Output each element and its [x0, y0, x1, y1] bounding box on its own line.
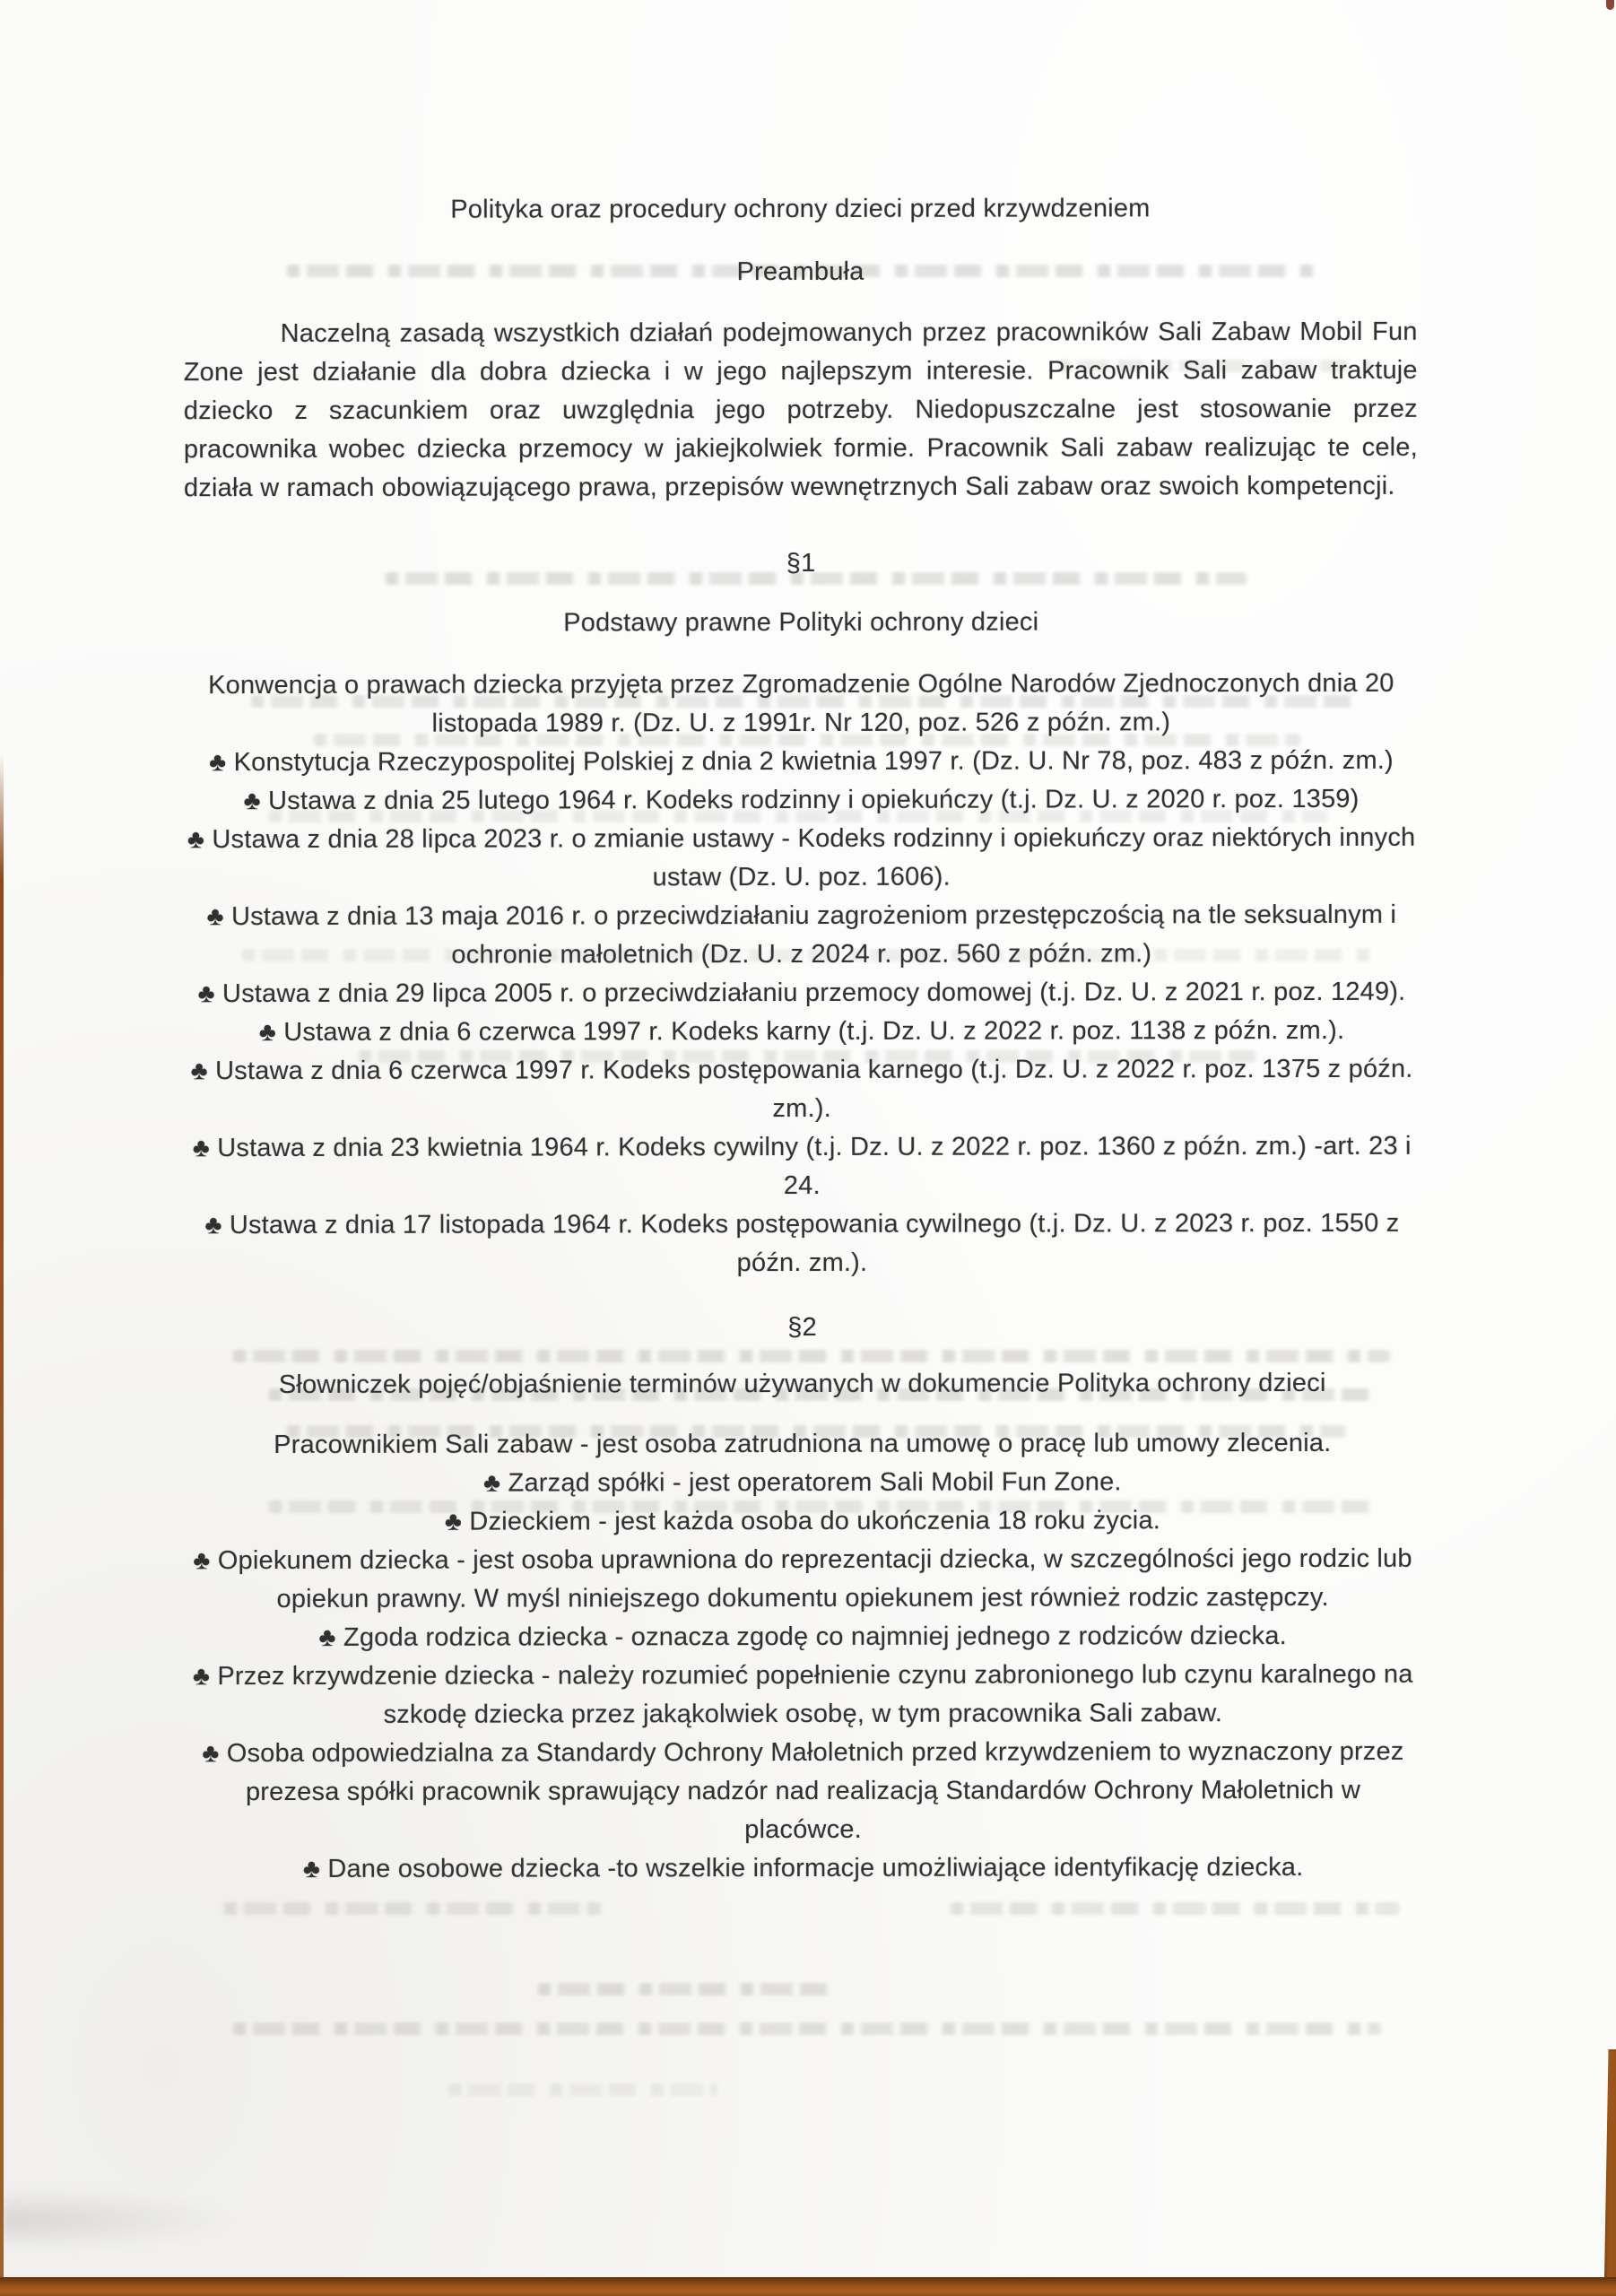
- legal-basis-item: Konwencja o prawach dziecka przyjęta przez Zgromadzenie Ogólne Narodów Zjednoczonych dnia 20 listopada 1989 r. (Dz. U. z 1991r. Nr 120, poz. 526 z późn. zm.): [208, 668, 1394, 738]
- section2-number: §2: [787, 1312, 817, 1343]
- definition-item: ♣ Przez krzywdzenie dziecka - należy rozumieć popełnienie czynu zabronionego lub czynu karalnego na szkodę dziecka przez jakąkolwiek osobę, w tym pracownika Sali zabaw.: [192, 1659, 1413, 1729]
- scan-edge-right: [1604, 2049, 1616, 2279]
- legal-basis-list: [184, 665, 1419, 1283]
- legal-basis-item: ♣ Konstytucja Rzeczypospolitej Polskiej z dnia 2 kwietnia 1997 r. (Dz. U. Nr 78, poz. 483 z późn. zm.): [209, 745, 1394, 778]
- definition-item: ♣ Dane osobowe dziecka -to wszelkie informacje umożliwiające identyfikację dziecka.: [302, 1853, 1304, 1883]
- section1-number: §1: [786, 548, 816, 578]
- definition-item: Pracownikiem Sali zabaw - jest osoba zatrudniona na umowę o pracę lub umowy zlecenia.: [274, 1428, 1332, 1460]
- document-content: [183, 0, 1421, 1889]
- definition-item: ♣ Osoba odpowiedzialna za Standardy Ochrony Małoletnich przed krzywdzeniem to wyznaczony przez prezesa spółki pracownik sprawujący nadzór nad realizacją Standardów Ochrony Małoletnich w placówce.: [202, 1736, 1404, 1845]
- scan-edge-bottom: [0, 2277, 1616, 2296]
- definition-item: ♣ Zarząd spółki - jest operatorem Sali Mobil Fun Zone.: [483, 1467, 1122, 1498]
- definition-item: ♣ Dzieckiem - jest każda osoba do ukończenia 18 roku życia.: [444, 1506, 1161, 1536]
- legal-basis-item: ♣ Ustawa z dnia 6 czerwca 1997 r. Kodeks karny (t.j. Dz. U. z 2022 r. poz. 1138 z późn. zm.).: [258, 1015, 1345, 1048]
- legal-basis-item: ♣ Ustawa z dnia 28 lipca 2023 r. o zmianie ustawy - Kodeks rodzinny i opiekuńczy oraz niektórych innych ustaw (Dz. U. poz. 1606).: [187, 822, 1416, 892]
- bleedthrough-line: [233, 2022, 1381, 2035]
- scan-corner-speck: [1606, 0, 1614, 10]
- legal-basis-item: ♣ Ustawa z dnia 23 kwietnia 1964 r. Kodeks cywilny (t.j. Dz. U. z 2022 r. poz. 1360 z późn. zm.) -art. 23 i 24.: [192, 1131, 1412, 1201]
- bleedthrough-line: [538, 1983, 834, 1996]
- definition-item: ♣ Opiekunem dziecka - jest osoba uprawniona do reprezentacji dziecka, w szczególności jego rodzic lub opiekun prawny. W myśl niniejszego dokumentu opiekunem jest również rodzic zastępczy.: [193, 1544, 1412, 1614]
- definition-item: ♣ Zgoda rodzica dziecka - oznacza zgodę co najmniej jednego z rodziców dziecka.: [318, 1622, 1287, 1652]
- scan-edge-left: [0, 753, 4, 2280]
- legal-basis-item: ♣ Ustawa z dnia 13 maja 2016 r. o przeciwdziałaniu zagrożeniom przestępczością na tle seksualnym i ochronie małoletnich (Dz. U. z 2024 r. poz. 560 z późn. zm.): [206, 900, 1397, 970]
- legal-basis-item: ♣ Ustawa z dnia 29 lipca 2005 r. o przeciwdziałaniu przemocy domowej (t.j. Dz. U. z 2021 r. poz. 1249).: [197, 977, 1406, 1009]
- section2-heading: Słowniczek pojęć/objaśnienie terminów używanych w dokumencie Polityka ochrony dzieci: [278, 1368, 1326, 1400]
- document-title: Polityka oraz procedury ochrony dzieci przed krzywdzeniem: [450, 194, 1151, 224]
- legal-basis-item: ♣ Ustawa z dnia 6 czerwca 1997 r. Kodeks postępowania karnego (t.j. Dz. U. z 2022 r. poz. 1375 z późn. zm.).: [190, 1054, 1413, 1124]
- preamble-heading: Preambuła: [736, 257, 864, 287]
- definitions-list: [186, 1424, 1421, 1889]
- legal-basis-item: ♣ Ustawa z dnia 25 lutego 1964 r. Kodeks rodzinny i opiekuńczy (t.j. Dz. U. z 2020 r. poz. 1359): [243, 784, 1360, 816]
- scan-smudge: [0, 2188, 233, 2251]
- section1-heading: Podstawy prawne Polityki ochrony dzieci: [563, 607, 1039, 638]
- bleedthrough-line: [448, 2083, 717, 2096]
- bleedthrough-line: [224, 1902, 601, 1915]
- preamble-paragraph: Naczelną zasadą wszystkich działań podejmowanych przez pracowników Sali Zabaw Mobil Fun Zone jest działanie dla dobra dziecka i w jego najlepszym interesie. Pracownik Sali zabaw traktuje dziecko z szacunkiem oraz uwzględnia jego potrzeby. Niedopuszczalne jest stosowanie przez pracownika wobec dziecka przemocy w jakiejkolwiek formie. Pracownik Sali zabaw realizując te cele, działa w ramach obowiązującego prawa, przepisów wewnętrznych Sali zabaw oraz swoich kompetencji.: [183, 317, 1418, 503]
- legal-basis-item: ♣ Ustawa z dnia 17 listopada 1964 r. Kodeks postępowania cywilnego (t.j. Dz. U. z 2023 r. poz. 1550 z późn. zm.).: [204, 1208, 1400, 1278]
- bleedthrough-line: [951, 1902, 1399, 1915]
